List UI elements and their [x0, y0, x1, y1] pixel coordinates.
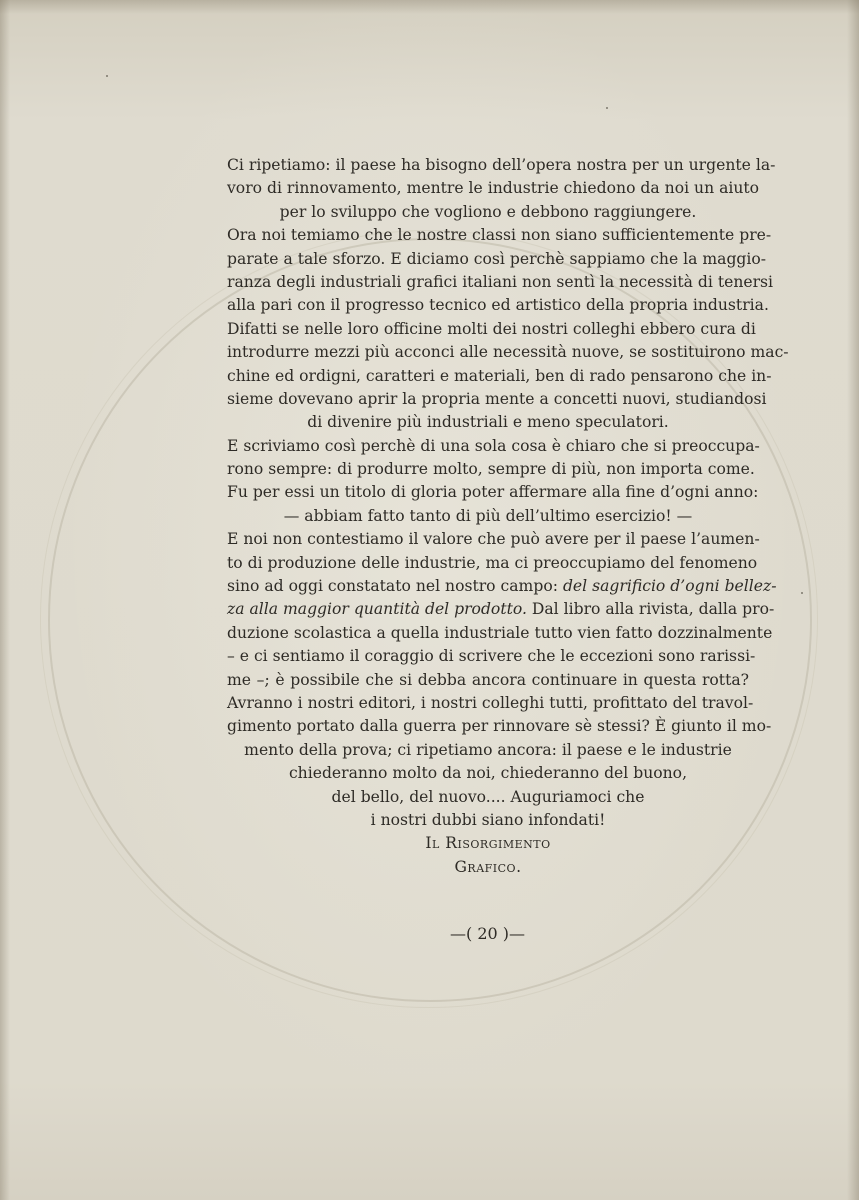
text-line-24: Avranno i nostri editori, i nostri colleghi tutti, profittato del travol-: [227, 693, 754, 712]
article-paragraphs-a: [227, 154, 789, 575]
text-line-19: [227, 575, 777, 598]
page-edge-shadow-top: [0, 0, 859, 14]
text-line-20-italic: za alla maggior quantità del prodotto.: [227, 600, 527, 619]
text-line-10: chine ed ordigni, caratteri e materiali, ben di rado pensarono che in-: [227, 366, 772, 385]
page-number: —( 20 )—: [449, 924, 525, 943]
text-line-5: parate a tale sforzo. E diciamo così perchè sappiamo che la maggio-: [227, 249, 767, 268]
page-edge-shadow-right: [847, 0, 859, 1200]
text-line-14: rono sempre: di produrre molto, sempre di più, non importa come.: [227, 460, 755, 479]
signature-line-1: Il Risorgimento: [425, 834, 551, 853]
text-line-27: chiederanno molto da noi, chiederanno del buono,: [288, 764, 688, 783]
text-line-9: introdurre mezzi più acconci alle necessità nuove, se sostituirono mac-: [227, 343, 789, 362]
paper-speck: [801, 592, 803, 594]
article-paragraphs-b: [227, 622, 773, 833]
signature-line-2: Grafico.: [454, 857, 522, 876]
text-line-25: gimento portato dalla guerra per rinnovare sè stessi? È giunto il mo-: [227, 717, 772, 736]
article-body: [227, 154, 789, 879]
page-edge-shadow-left: [0, 0, 10, 1200]
text-line-26: mento della prova; ci ripetiamo ancora: il paese e le industrie: [244, 740, 732, 759]
text-line-22: – e ci sentiamo il coraggio di scrivere che le eccezioni sono rarissi-: [227, 647, 756, 666]
text-line-20-roman: Dal libro alla rivista, dalla pro-: [526, 600, 775, 619]
text-line-11: sieme dovevano aprir la propria mente a concetti nuovi, studiandosi: [227, 389, 767, 408]
text-line-16: — abbiam fatto tanto di più dell’ultimo esercizio! —: [283, 506, 693, 525]
text-line-18: to di produzione delle industrie, ma ci preoccupiamo del fenomeno: [227, 553, 758, 572]
text-line-20: [227, 598, 775, 621]
text-line-28: del bello, del nuovo.... Auguriamoci che: [331, 787, 645, 806]
text-line-12: di divenire più industriali e meno speculatori.: [307, 413, 669, 432]
text-line-3: per lo sviluppo che vogliono e debbono raggiungere.: [279, 202, 697, 221]
text-line-15: Fu per essi un titolo di gloria poter affermare alla fine d’ogni anno:: [227, 483, 759, 502]
text-line-2: voro di rinnovamento, mentre le industrie chiedono da noi un aiuto: [227, 179, 760, 198]
text-line-6: ranza degli industriali grafici italiani non sentì la necessità di tenersi: [227, 272, 774, 291]
paper-speck: [106, 75, 108, 77]
text-line-21: duzione scolastica a quella industriale tutto vien fatto dozzinalmente: [227, 623, 773, 642]
text-line-4: Ora noi temiamo che le nostre classi non siano sufficientemente pre-: [227, 226, 772, 245]
text-line-13: E scriviamo così perchè di una sola cosa è chiaro che si preoccupa-: [227, 436, 760, 455]
text-line-8: Difatti se nelle loro officine molti dei nostri colleghi ebbero cura di: [227, 319, 756, 338]
text-line-23: me –; è possibile che si debba ancora continuare in questa rotta?: [227, 670, 749, 689]
text-line-1: Ci ripetiamo: il paese ha bisogno dell’opera nostra per un urgente la-: [227, 156, 776, 174]
text-line-19-italic: del sagrificio d’ogni bellez-: [562, 577, 777, 596]
text-line-7: alla pari con il progresso tecnico ed artistico della propria industria.: [227, 296, 769, 315]
text-line-19-roman: sino ad oggi constatato nel nostro campo:: [227, 577, 563, 596]
text-line-29: i nostri dubbi siano infondati!: [370, 810, 606, 829]
paper-speck: [606, 107, 608, 109]
text-line-17: E noi non contestiamo il valore che può avere per il paese l’aumen-: [227, 530, 760, 549]
